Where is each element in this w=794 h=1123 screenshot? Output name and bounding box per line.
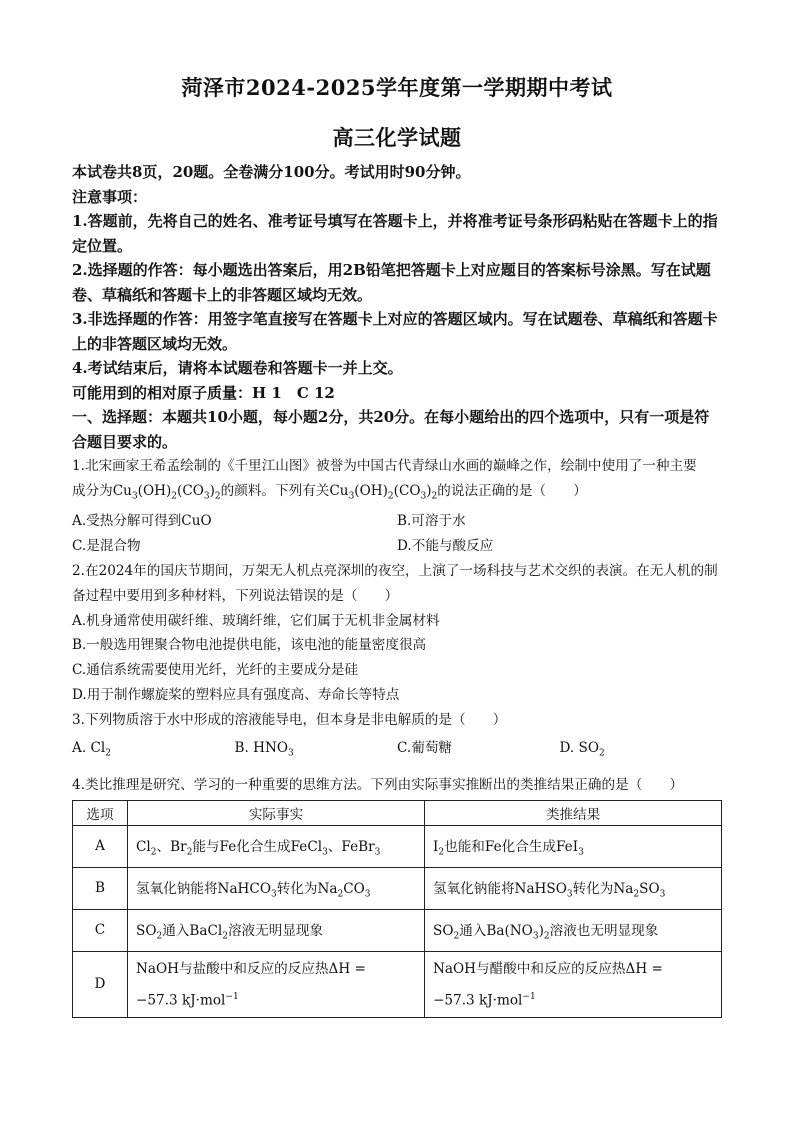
notice-item: 3.非选择题的作答：用签字笔直接写在答题卡上对应的答题区域内。写在试题卷、草稿纸和答题卡上的非答题区域均无效。: [72, 310, 718, 353]
notice-item: 1.答题前，先将自己的姓名、准考证号填写在答题卡上，并将准考证号条形码粘贴在答题卡上的指定位置。: [72, 212, 718, 255]
option-b: B.一般选用锂聚合物电池提供电能，该电池的能量密度很高: [72, 637, 427, 654]
notice-item: 2.选择题的作答：每小题选出答案后，用2B铅笔把答题卡上对应题目的答案标号涂黑。写在试题卷、草稿纸和答题卡上的非答题区域均无效。: [72, 261, 711, 304]
question-3-options: [72, 736, 722, 767]
row-label: B: [73, 867, 128, 909]
exam-intro: 本试卷共8页，20题。全卷满分100分。考试用时90分钟。: [72, 163, 471, 181]
option-b: B.可溶于水: [397, 513, 466, 530]
option-c: C.是混合物: [72, 538, 141, 555]
notice-item: 4.考试结束后，请将本试题卷和答题卡一并上交。: [72, 359, 403, 377]
question-1-stem: 1.北宋画家王希孟绘制的《千里江山图》被誉为中国古代青绿山水画的巅峰之作，绘制中使用了一种主要 成分为$Cu_3(OH)_2(CO_3)_2$的颜料。下列有关$Cu_3(OH)_2(CO_3)_2$的说法正确的是（ ）: [72, 458, 697, 502]
result-cell: $I_2$也能和Fe化合生成FeI$_3$: [425, 825, 722, 867]
notice-title: 注意事项：: [72, 187, 148, 206]
analogy-table: [72, 800, 722, 1018]
formula-basic-copper-carbonate: $Cu_3(OH)_2(CO_3)_2$: [112, 482, 221, 502]
question-3-stem: 3.下列物质溶于水中形成的溶液能导电，但本身是非电解质的是（ ）: [72, 711, 507, 728]
table-header: 选项: [73, 800, 128, 825]
option-d: D.用于制作螺旋桨的塑料应具有强度高、寿命长等特点: [72, 686, 400, 703]
table-header-row: [73, 800, 722, 825]
row-label: D: [73, 951, 128, 1017]
question-4-stem: 4.类比推理是研究、学习的一种重要的思维方法。下列由实际事实推断出的类推结果正确的是（ ）: [72, 777, 684, 793]
result-cell: 氢氧化钠能将NaHSO$_3$转化为$Na_2SO_3$: [425, 867, 722, 909]
option-a: A.受热分解可得到CuO: [72, 513, 212, 530]
result-cell: $SO_2$通入$Ba(NO_3)_2$溶液也无明显现象: [425, 909, 722, 951]
table-row: [73, 909, 722, 951]
fact-cell: $SO_2$通入BaCl$_2$溶液无明显现象: [128, 909, 425, 951]
row-label: C: [73, 909, 128, 951]
result-cell: NaOH与醋酸中和反应的反应热ΔH = −57.3 kJ·mol$^{-1}$: [425, 951, 722, 1017]
atomic-mass: 可能用到的相对原子质量：H 1 C 12: [72, 383, 335, 402]
fact-cell: NaOH与盐酸中和反应的反应热ΔH = −57.3 kJ·mol$^{-1}$: [128, 951, 425, 1017]
question-1-options: [72, 509, 722, 559]
table-row: [73, 867, 722, 909]
table-row: [73, 951, 722, 1017]
option-b: B. $HNO_3$: [234, 740, 294, 760]
table-row: [73, 825, 722, 867]
option-a: A. $Cl_2$: [72, 740, 111, 760]
page-title: 菏泽市2024-2025学年度第一学期期中考试: [181, 75, 613, 100]
question-2-stem: 2.在2024年的国庆节期间，万架无人机点亮深圳的夜空，上演了一场科技与艺术交织的表演。在无人机的制备过程中要用到多种材料，下列说法错误的是（ ）: [72, 562, 718, 604]
row-label: A: [73, 825, 128, 867]
option-c: C.通信系统需要使用光纤，光纤的主要成分是硅: [72, 662, 359, 679]
fact-cell: 氢氧化钠能将NaHCO$_3$转化为$Na_2CO_3$: [128, 867, 425, 909]
option-c: C.葡萄糖: [397, 740, 453, 757]
exam-page: [72, 60, 722, 1018]
section-title: 一、选择题：本题共10小题，每小题2分，共20分。在每小题给出的四个选项中，只有一项是符合题目要求的。: [72, 408, 710, 451]
option-d: D.不能与酸反应: [397, 538, 494, 555]
table-header: 类推结果: [425, 800, 722, 825]
page-subtitle: 高三化学试题: [332, 125, 462, 150]
option-d: D. $SO_2$: [559, 740, 605, 760]
table-header: 实际事实: [128, 800, 425, 825]
option-a: A.机身通常使用碳纤维、玻璃纤维，它们属于无机非金属材料: [72, 612, 440, 629]
fact-cell: $Cl_2$、$Br_2$能与Fe化合生成FeCl$_3$、FeBr$_3$: [128, 825, 425, 867]
formula-basic-copper-carbonate: $Cu_3(OH)_2(CO_3)_2$: [329, 482, 438, 502]
